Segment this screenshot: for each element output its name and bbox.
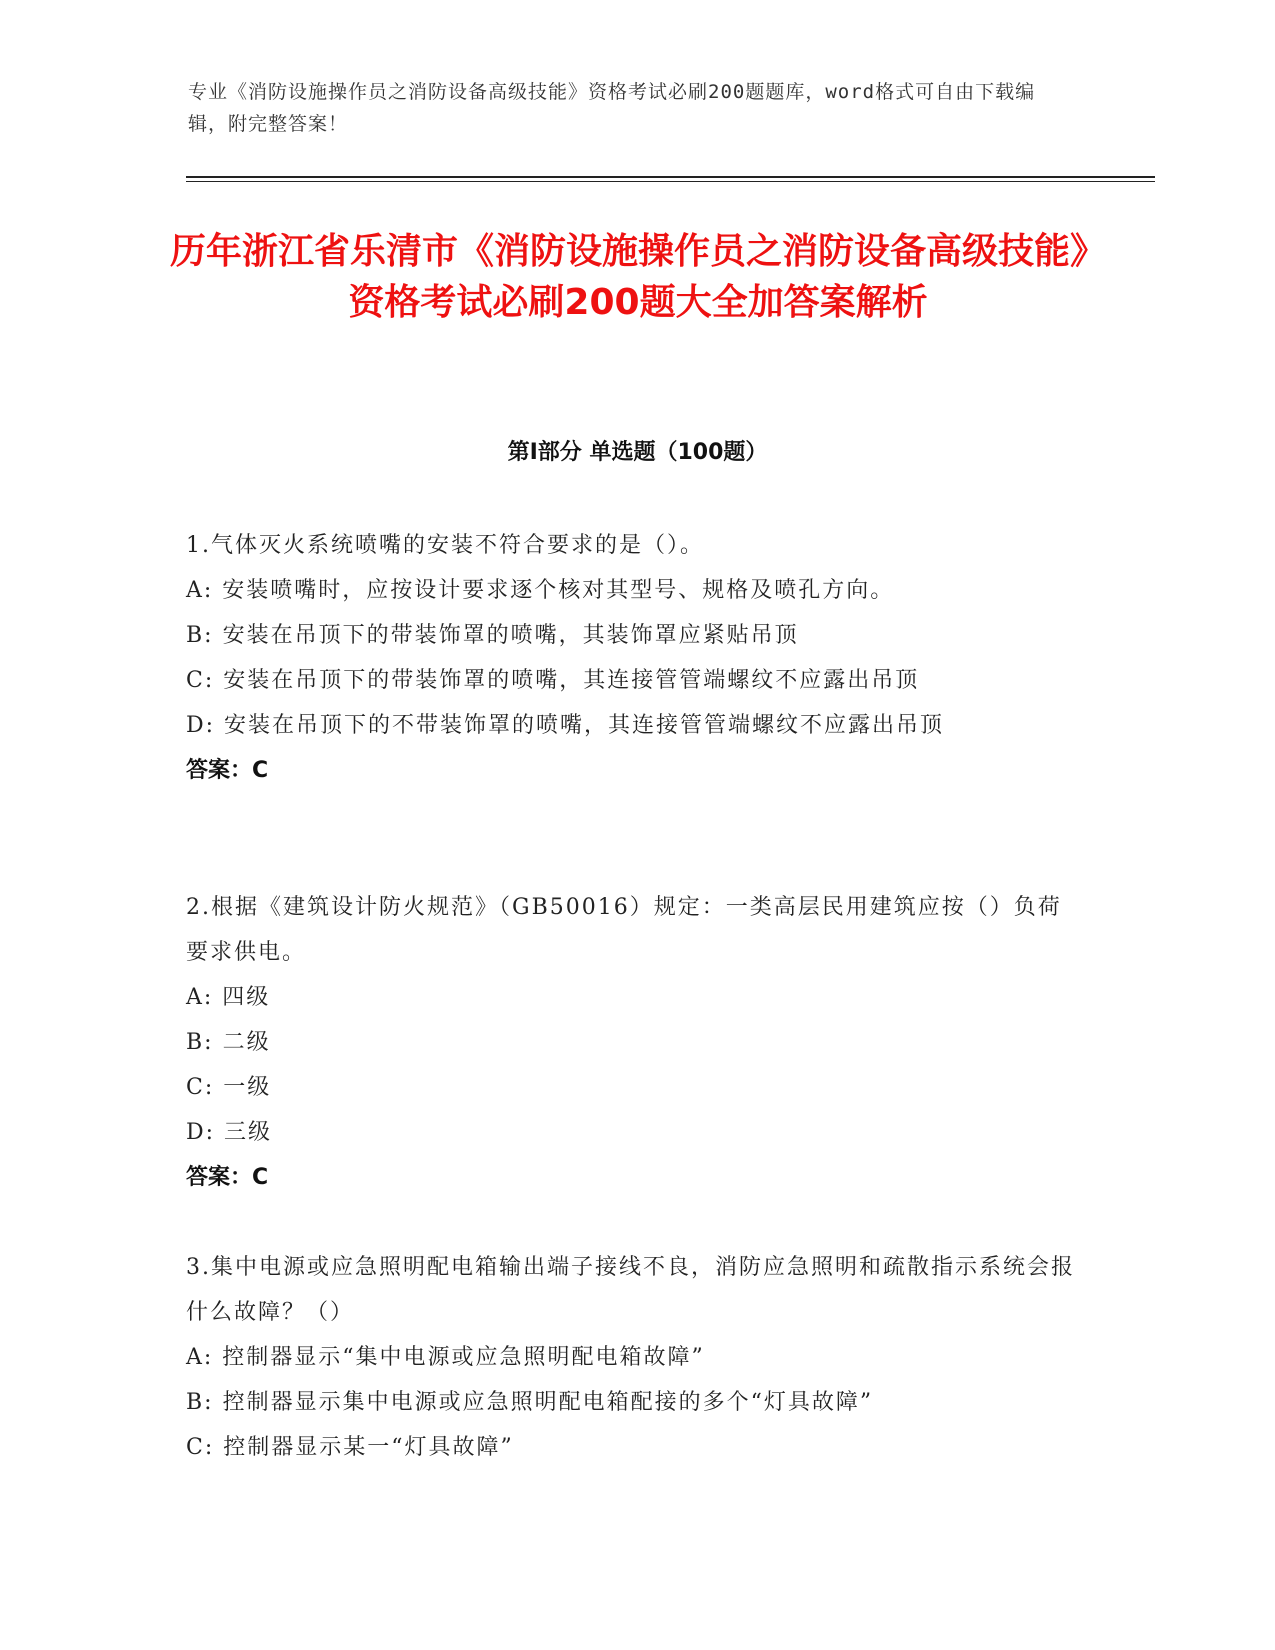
option-a: A: 安装喷嘴时，应按设计要求逐个核对其型号、规格及喷孔方向。 bbox=[186, 578, 895, 603]
option-d: D: 三级 bbox=[186, 1120, 273, 1145]
question-1 bbox=[186, 523, 1076, 793]
answer: 答案：C bbox=[186, 758, 269, 783]
question-2 bbox=[186, 885, 1076, 1200]
option-a: A: 四级 bbox=[186, 985, 271, 1010]
option-c: C: 安装在吊顶下的带装饰罩的喷嘴，其连接管管端螺纹不应露出吊顶 bbox=[186, 668, 920, 693]
header-divider-thin bbox=[186, 181, 1155, 182]
option-b: B: 控制器显示集中电源或应急照明配电箱配接的多个“灯具故障” bbox=[186, 1390, 874, 1415]
option-b: B: 二级 bbox=[186, 1030, 271, 1055]
question-stem: 2.根据《建筑设计防火规范》（GB50016）规定：一类高层民用建筑应按（）负荷要求供电。 bbox=[186, 895, 1062, 965]
option-c: C: 一级 bbox=[186, 1075, 272, 1100]
option-a: A: 控制器显示“集中电源或应急照明配电箱故障” bbox=[186, 1345, 705, 1370]
question-3 bbox=[186, 1245, 1076, 1470]
answer: 答案：C bbox=[186, 1165, 269, 1190]
section-title: 第Ⅰ部分 单选题（100题） bbox=[507, 440, 768, 465]
option-d: D: 安装在吊顶下的不带装饰罩的喷嘴，其连接管管端螺纹不应露出吊顶 bbox=[186, 713, 945, 738]
document-title: 历年浙江省乐清市《消防设施操作员之消防设备高级技能》资格考试必刷200题大全加答案解析 bbox=[169, 231, 1106, 323]
option-c: C: 控制器显示某一“灯具故障” bbox=[186, 1435, 514, 1460]
question-stem: 1.气体灭火系统喷嘴的安装不符合要求的是（）。 bbox=[186, 533, 704, 558]
header-note: 专业《消防设施操作员之消防设备高级技能》资格考试必刷200题题库，word格式可自由下载编辑，附完整答案！ bbox=[188, 81, 1036, 135]
option-b: B: 安装在吊顶下的带装饰罩的喷嘴，其装饰罩应紧贴吊顶 bbox=[186, 623, 799, 648]
header-divider-thick bbox=[186, 176, 1155, 178]
question-stem: 3.集中电源或应急照明配电箱输出端子接线不良，消防应急照明和疏散指示系统会报什么故障？（） bbox=[186, 1255, 1075, 1325]
